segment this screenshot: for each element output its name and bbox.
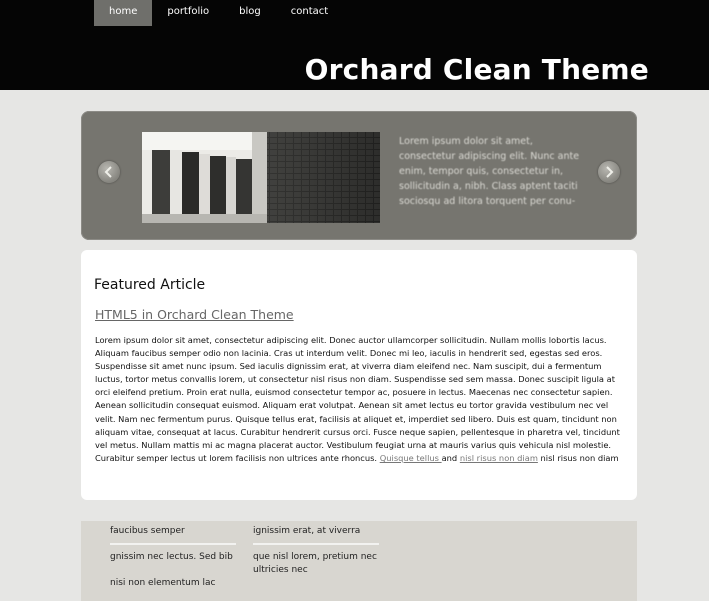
columns-photo [142, 132, 380, 223]
footer-col2-item-1[interactable]: que nisl lorem, pretium nec ultricies nec [253, 552, 377, 575]
article-body-tail: nisl risus non diam [537, 452, 619, 463]
featured-article [81, 250, 637, 500]
article-title-link[interactable]: HTML5 in Orchard Clean Theme [95, 307, 294, 322]
article-inline-link-1[interactable]: Quisque tellus [379, 452, 442, 463]
article-body [95, 334, 627, 465]
article-body-and: and [441, 452, 458, 463]
slide-image [142, 132, 380, 223]
slide-caption: Lorem ipsum dolor sit amet, consectetur adipiscing elit. Nunc ante enim, tempor quis, consectetur in, sollicitudin a, nibh. Class aptent taciti sociosqu ad litora torquent per conu- [399, 136, 580, 207]
main-nav [94, 0, 343, 26]
nav-blog[interactable]: blog [239, 6, 261, 17]
footer-col1-heading: faucibus semper [110, 525, 236, 545]
footer-col1-item-1[interactable]: gnissim nec lectus. Sed bib [110, 552, 233, 562]
nav-portfolio[interactable]: portfolio [167, 6, 210, 17]
slider-next-button[interactable] [598, 161, 620, 183]
footer-col1-item-2[interactable]: nisi non elementum lac [110, 578, 216, 588]
footer-column-2 [253, 525, 381, 577]
chevron-right-icon [598, 161, 620, 183]
footer-column-1 [110, 525, 238, 590]
slider-prev-button[interactable] [98, 161, 120, 183]
featured-heading: Featured Article [94, 277, 206, 293]
site-header [0, 0, 709, 90]
footer-col2-heading: ignissim erat, at viverra [253, 525, 379, 545]
chevron-left-icon [98, 161, 120, 183]
image-slider [81, 111, 637, 240]
site-footer [81, 521, 637, 601]
site-title: Orchard Clean Theme [304, 53, 649, 86]
article-body-text: Lorem ipsum dolor sit amet, consectetur adipiscing elit. Donec auctor ullamcorper sollicitudin. Nullam mollis lobortis lacus. Aliquam faucibus semper odio non lacinia. Cras ut interdum velit. Donec mi leo, iaculis in hendrerit sed, egestas sed eros. Suspendisse sit amet nunc ipsum. Sed iaculis dignissim erat, at viverra diam eleifend nec. Nam suscipit, dui a fermentum luctus, tortor metus convallis lorem, ut consectetur nisl risus non diam. Suspendisse sed sem massa. Donec suscipit ligula at orci eleifend pretium. Proin erat nulla, euismod consectetur tempor ac, posuere in lectus. Maecenas nec consectetur sapien. Aenean sollicitudin consequat euismod. Aliquam erat volutpat. Aenean sit amet lectus eu tortor gravida vestibulum nec vel velit. Nam nec fermentum purus. Quisque tellus erat, facilisis at aliquet et, imperdiet sed libero. Duis est quam, tincidunt non aliquam vitae, consequat at lacus. Curabitur hendrerit cursus orci. Fusce neque sapien, pellentesque in pharetra vel, tincidunt vel metus. Nullam mattis mi ac magna placerat auctor. Vestibulum feugiat urna at mauris varius quis vehicula nisl molestie. Curabitur semper lectus ut lorem facilisis non ultrices ante rhoncus. [95, 335, 620, 463]
nav-home[interactable]: home [94, 0, 152, 26]
nav-contact[interactable]: contact [290, 6, 329, 17]
article-inline-link-2[interactable]: nisl risus non diam [459, 452, 538, 463]
